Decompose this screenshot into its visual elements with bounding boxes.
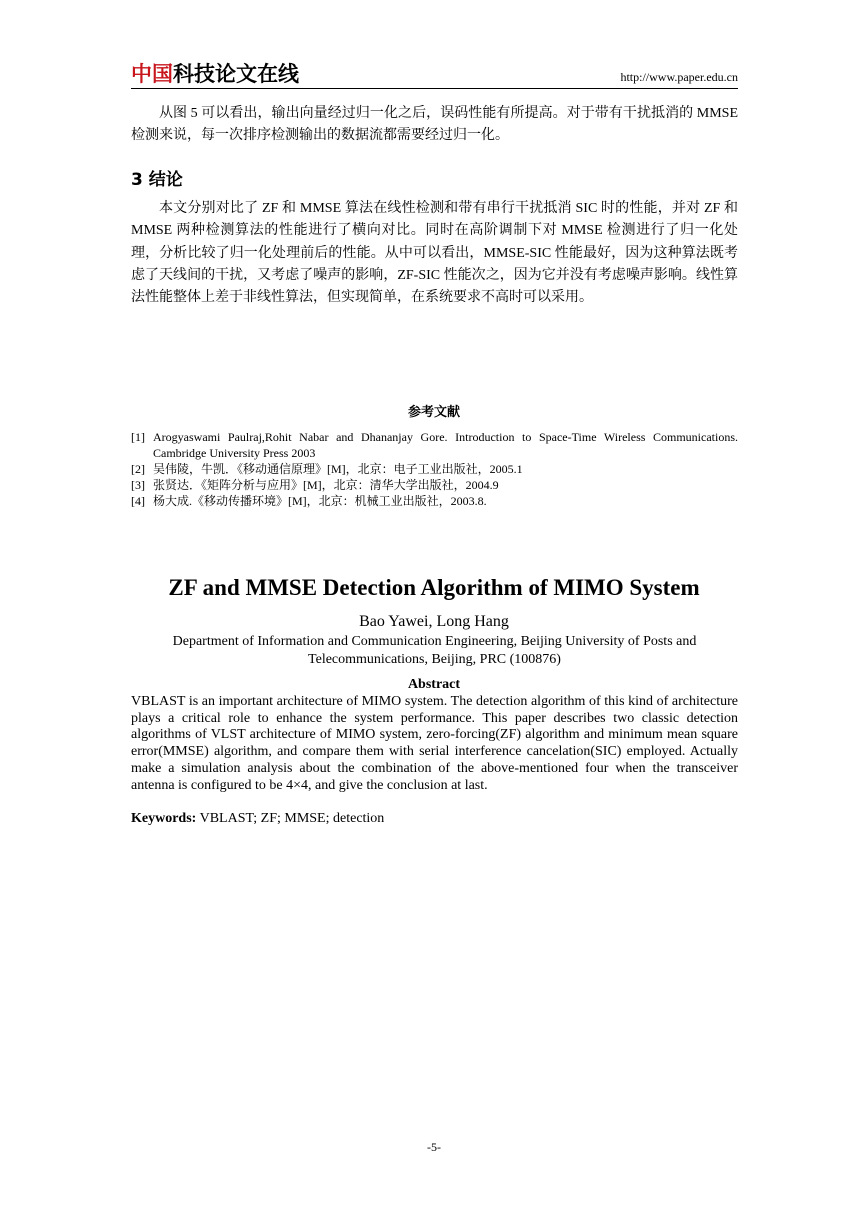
abstract-label: Abstract	[407, 677, 461, 692]
reference-number: [2]	[131, 462, 145, 476]
section-heading-conclusion: 3 结论	[131, 170, 183, 190]
reference-number: [4]	[131, 494, 145, 508]
body-paragraph-2: 本文分别对比了 ZF 和 MMSE 算法在线性检测和带有串行干扰抵消 SIC 时的性能，并对 ZF 和 MMSE 两种检测算法的性能进行了横向对比。同时在高阶调制下对 MMSE 检测进行了归一化处理，分析比较了归一化处理前后的性能。从中可以看出，MMSE-SIC 性能最好，因为这种算法既考虑了天线间的干扰，又考虑了噪声的影响，ZF-SIC 性能次之，因为它并没有考虑噪声影响。线性算法性能整体上差于非线性算法，但实现简单，在系统要求不高时可以采用。	[131, 201, 738, 306]
reference-item	[131, 429, 738, 461]
header-divider	[131, 88, 738, 89]
reference-text: 杨大成.《移动传播环境》[M]，北京：机械工业出版社，2003.8.	[153, 494, 487, 508]
reference-number: [1]	[131, 430, 145, 444]
keywords-text: VBLAST; ZF; MMSE; detection	[199, 811, 385, 826]
reference-list	[131, 429, 738, 509]
keywords-line	[131, 811, 738, 827]
page-number: -5-	[427, 1140, 441, 1154]
authors: Bao Yawei, Long Hang	[359, 613, 509, 630]
english-title: ZF and MMSE Detection Algorithm of MIMO System	[168, 575, 700, 600]
reference-text: 吴伟陵，牛凯．《移动通信原理》[M]，北京：电子工业出版社，2005.1	[153, 462, 523, 476]
affiliation: Department of Information and Communication Engineering, Beijing University of Posts and Telecommunications, Beijing, PRC (100876)	[172, 634, 697, 667]
keywords-label: Keywords:	[131, 811, 197, 826]
reference-number: [3]	[131, 478, 145, 492]
reference-item	[131, 461, 738, 477]
site-url-link[interactable]: http://www.paper.edu.cn	[620, 70, 738, 84]
site-logo: 中国科技论文在线	[131, 62, 299, 86]
reference-item	[131, 493, 738, 509]
body-paragraph-1: 从图 5 可以看出，输出向量经过归一化之后，误码性能有所提高。对于带有干扰抵消的 MMSE 检测来说，每一次排序检测输出的数据流都需要经过归一化。	[131, 106, 738, 144]
references-title: 参考文献	[407, 405, 460, 420]
reference-text: Arogyaswami Paulraj,Rohit Nabar and Dhananjay Gore. Introduction to Space-Time Wireless Communications. Cambridge University Press 2003	[153, 430, 738, 460]
abstract-text: VBLAST is an important architecture of MIMO system. The detection algorithm of this kind of architecture plays a critical role to enhance the system performance. This paper describes two classic detection algorithms of VLST architecture of MIMO system, zero-forcing(ZF) algorithm and minimum mean square error(MMSE) algorithm, and compare them with serial interference cancelation(SIC) employed. Actually make a simulation analysis about the combination of the above-mentioned four when the transceiver antenna is configured to be 4×4, and give the conclusion at last.	[131, 694, 738, 793]
reference-text: 张贤达．《矩阵分析与应用》[M]，北京：清华大学出版社，2004.9	[153, 478, 499, 492]
page-header	[131, 58, 738, 88]
reference-item	[131, 477, 738, 493]
